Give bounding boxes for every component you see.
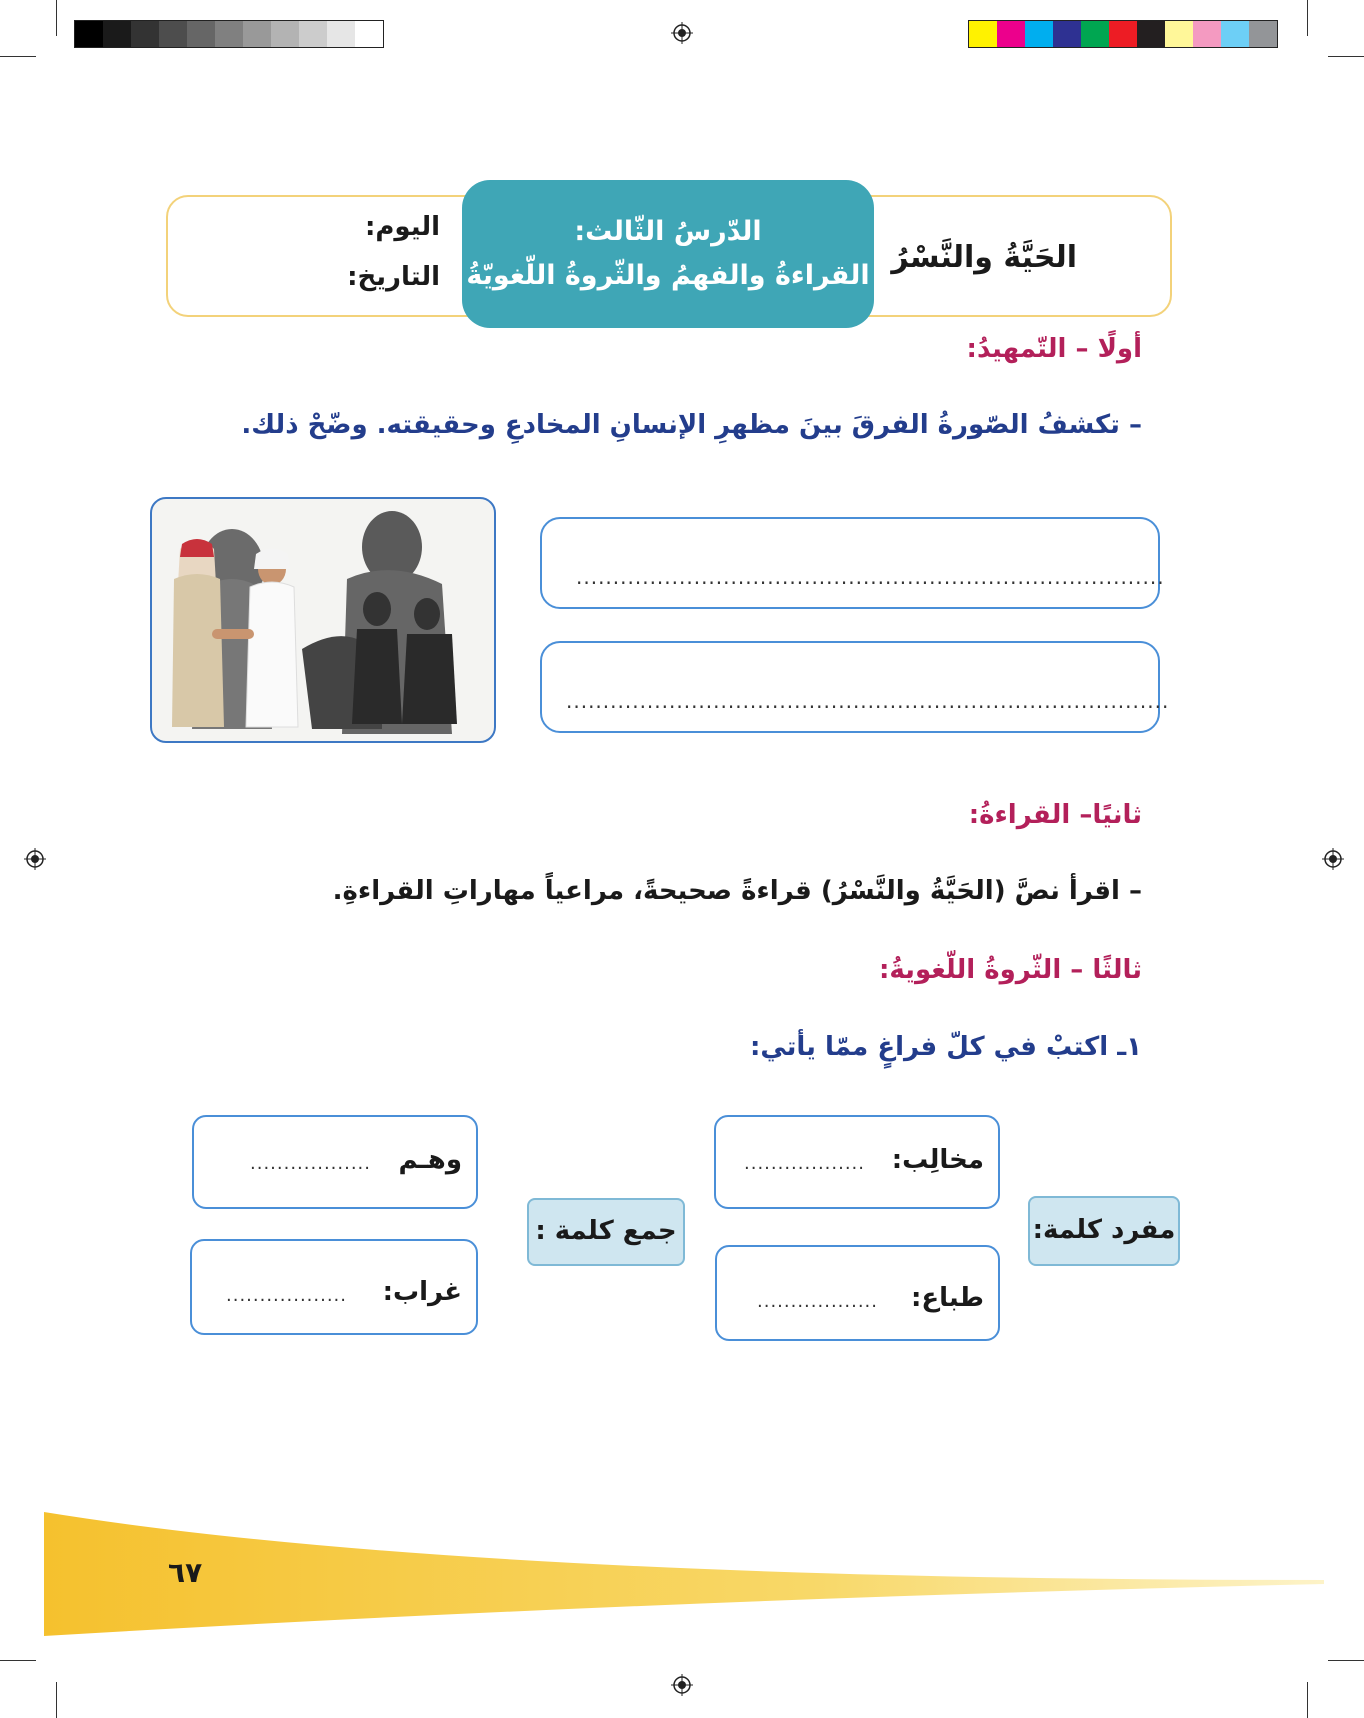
answer-box-2[interactable] <box>540 641 1170 733</box>
registration-mark <box>1322 848 1344 870</box>
word: غراب: <box>382 1277 462 1307</box>
process-color-bar <box>968 20 1278 48</box>
illustration-handshake <box>150 497 496 743</box>
word-box-singular-2[interactable] <box>715 1245 1000 1341</box>
registration-mark <box>671 1674 693 1696</box>
footer-band <box>44 1500 1324 1640</box>
crop-mark <box>0 56 36 57</box>
word-dots: .................. <box>757 1291 878 1312</box>
section-title-reading: ثانيًا– القراءةُ: <box>968 800 1142 830</box>
crop-mark <box>1307 0 1308 36</box>
story-title: الحَيَّةُ والنَّسْرُ <box>891 240 1077 275</box>
crop-mark <box>56 1682 57 1718</box>
grayscale-color-bar <box>74 20 384 48</box>
word: مخالِب: <box>891 1145 984 1175</box>
lesson-topic: القراءةُ والفهمُ والثّروةُ اللّغويّةُ <box>466 260 870 291</box>
word-dots: .................. <box>744 1153 865 1174</box>
word-dots: .................. <box>250 1153 371 1174</box>
word-box-singular-1[interactable] <box>714 1115 1000 1209</box>
word: طباع: <box>910 1283 984 1313</box>
section-title-intro: أولًا – التّمهيدُ: <box>966 334 1142 364</box>
date-label: التاريخ: <box>347 262 440 292</box>
word-box-plural-1[interactable] <box>192 1115 478 1209</box>
crop-mark <box>1307 1682 1308 1718</box>
page-number: ٦٧ <box>168 1556 203 1589</box>
crop-mark <box>0 1660 36 1661</box>
lesson-pill <box>462 180 874 328</box>
answer-box-1[interactable] <box>540 517 1165 609</box>
reading-instruction: – اقرأ نصَّ (الحَيَّةُ والنَّسْرُ) قراءةً صحيحةً، مراعياً مهاراتِ القراءةِ. <box>332 876 1142 906</box>
answer-dots: .................................................................................. <box>566 689 1170 713</box>
word-box-plural-2[interactable] <box>190 1239 478 1335</box>
crop-mark <box>1328 1660 1364 1661</box>
crop-mark <box>56 0 57 36</box>
crop-mark <box>1328 56 1364 57</box>
word: وهـم <box>398 1145 462 1175</box>
registration-mark <box>671 22 693 44</box>
day-label: اليوم: <box>364 212 440 242</box>
section-title-vocabulary: ثالثًا – الثّروةُ اللّغويةُ: <box>879 955 1142 985</box>
plural-label: جمع كلمة : <box>527 1198 685 1266</box>
singular-label: مفرد كلمة: <box>1028 1196 1180 1266</box>
intro-instruction: – تكشفُ الصّورةُ الفرقَ بينَ مظهرِ الإنسانِ المخادعِ وحقيقته. وضّحْ ذلك. <box>241 410 1142 440</box>
word-dots: .................. <box>226 1285 347 1306</box>
lesson-number: الدّرسُ الثّالث: <box>574 216 762 247</box>
registration-mark <box>24 848 46 870</box>
answer-dots: ................................................................................ <box>576 565 1165 589</box>
vocabulary-exercise: ١ـ اكتبْ في كلّ فراغٍ ممّا يأتي: <box>749 1032 1142 1062</box>
